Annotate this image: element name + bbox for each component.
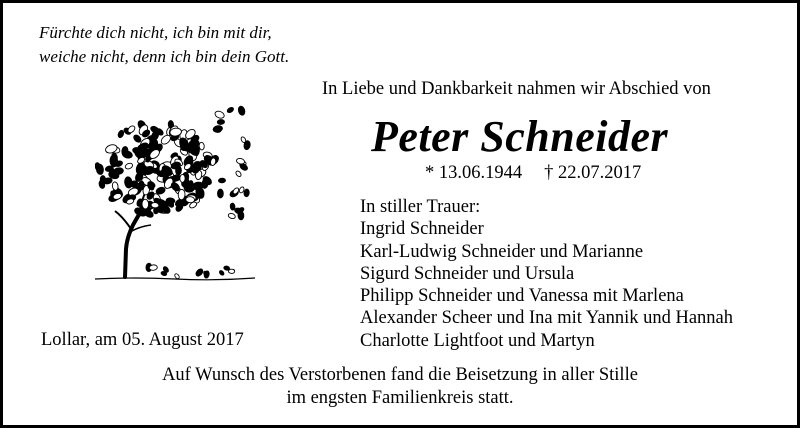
mourner-name: Alexander Scheer und Ina mit Yannik und Hannah [360, 308, 733, 329]
place-and-date: Lollar, am 05. August 2017 [41, 330, 244, 350]
bible-verse [39, 21, 289, 69]
burial-line: Auf Wunsch des Verstorbenen fand die Beisetzung in aller Stille [162, 365, 638, 385]
mourner-name: Philipp Schneider und Vanessa mit Marlena [360, 286, 684, 307]
life-dates [425, 163, 641, 184]
mourner-name: Sigurd Schneider und Ursula [360, 263, 575, 284]
mourner-name: Ingrid Schneider [360, 219, 484, 240]
birth-date: * 13.06.1944 [425, 163, 523, 183]
death-date: † 22.07.2017 [544, 163, 642, 183]
burial-line: im engsten Familienkreis statt. [286, 388, 514, 408]
windblown-tree-icon [95, 99, 255, 295]
verse-line: weiche nicht, denn ich bin dein Gott. [39, 47, 290, 66]
mourner-name: Karl-Ludwig Schneider und Marianne [360, 241, 644, 262]
verse-line: Fürchte dich nicht, ich bin mit dir, [39, 23, 272, 42]
mourner-name: Charlotte Lightfoot und Martyn [360, 330, 595, 351]
mourners-list [360, 196, 733, 352]
farewell-intro: In Liebe und Dankbarkeit nahmen wir Abschied von [322, 79, 711, 99]
mourners-heading: In stiller Trauer: [360, 197, 481, 217]
deceased-name: Peter Schneider [371, 112, 669, 161]
burial-note [3, 364, 797, 410]
